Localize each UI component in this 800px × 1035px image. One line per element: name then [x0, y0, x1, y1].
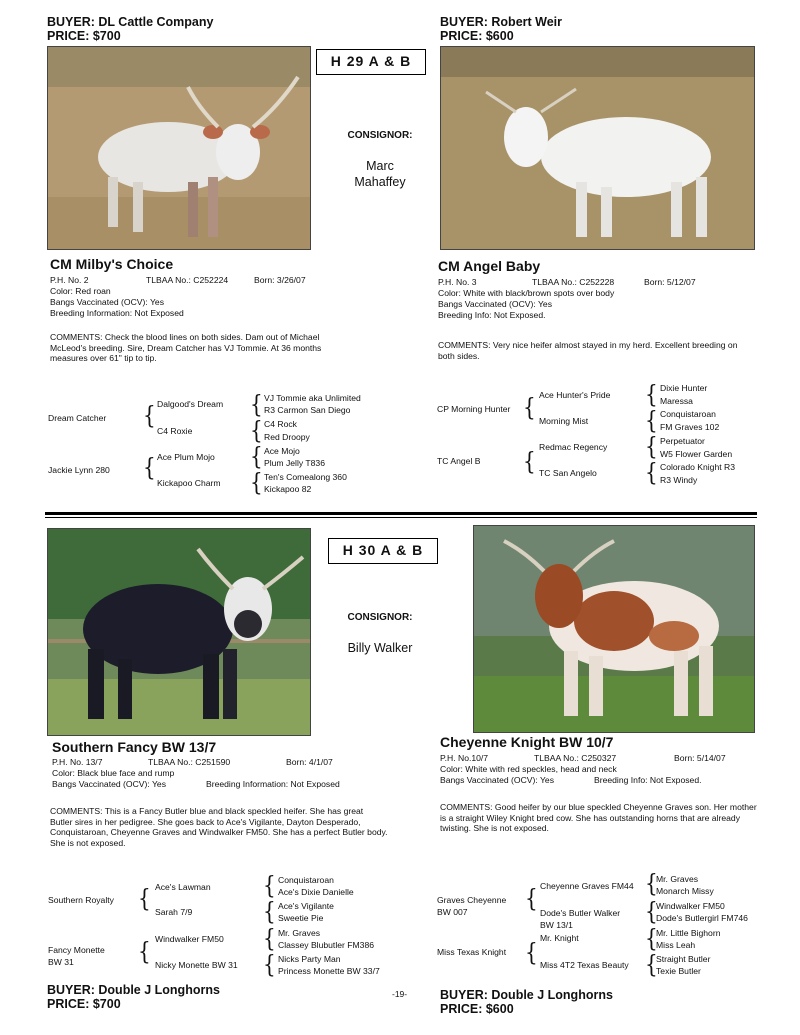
cow-photo-angel-baby [440, 46, 755, 250]
ped-sdd: Sweetie Pie [278, 913, 324, 923]
ped-dds: Straight Butler [656, 954, 711, 964]
consignor-name-line1: Billy Walker [347, 641, 413, 655]
section-divider-thin [45, 517, 757, 518]
brace: { [138, 936, 151, 966]
ped-sss: Conquistaroan [278, 875, 334, 885]
brace: { [525, 883, 538, 913]
ped-sds: Ace's Vigilante [278, 901, 334, 911]
bangs: Bangs Vaccinated (OCV): Yes [52, 779, 167, 789]
ped-sss: VJ Tommie aka Unlimited [264, 393, 361, 403]
ped-dss: Mr. Graves [278, 928, 321, 938]
ped-dd: Miss 4T2 Texas Beauty [540, 960, 629, 970]
tlbaa-number: TLBAA No.: C252224 [146, 275, 229, 285]
brace: { [645, 868, 658, 898]
animal-name-angel-baby: CM Angel Baby [438, 258, 541, 274]
color: Color: White with red speckles, head and neck [440, 764, 617, 774]
ped-dam: Miss Texas Knight [437, 947, 507, 957]
ph-number: P.H. No. 13/7 [52, 757, 103, 767]
ped-dds: Colorado Knight R3 [660, 462, 736, 472]
ped-dds: Ten's Comealong 360 [264, 472, 347, 482]
ped-dsd: Classey Blubutler FM386 [278, 940, 375, 950]
animal-name-cheyenne-knight: Cheyenne Knight BW 10/7 [440, 734, 614, 750]
ped-dss: Mr. Little Bighorn [656, 928, 721, 938]
ped-ds: Ace Plum Mojo [157, 452, 215, 462]
ped-sire-line1: Graves Cheyenne [437, 895, 507, 905]
ped-ssd: R3 Carmon San Diego [264, 405, 351, 415]
consignor-label: CONSIGNOR: [347, 612, 413, 623]
ped-ds: Mr. Knight [540, 933, 579, 943]
ped-ssd: Ace's Dixie Danielle [278, 887, 354, 897]
color: Color: White with black/brown spots over body [438, 288, 615, 298]
ped-dd: Nicky Monette BW 31 [155, 960, 238, 970]
ph-number: P.H. No. 3 [438, 277, 477, 287]
animal-name-southern-fancy: Southern Fancy BW 13/7 [52, 739, 217, 755]
ped-sss: Dixie Hunter [660, 383, 708, 393]
ped-dds: Nicks Party Man [278, 954, 341, 964]
ped-dsd: Miss Leah [656, 940, 696, 950]
ped-dss: Perpetuator [660, 436, 705, 446]
ped-ss: Ace Hunter's Pride [539, 390, 611, 400]
brace: { [645, 379, 658, 409]
animal-info-cheyenne-knight [440, 753, 760, 803]
born-date: Born: 4/1/07 [286, 757, 333, 767]
bottom-left-buyer: BUYER: Double J Longhorns [47, 983, 220, 997]
born-date: Born: 5/12/07 [644, 277, 696, 287]
brace: { [263, 949, 276, 979]
bottom-right-price: PRICE: $600 [440, 1002, 514, 1016]
animal-name-milbys-choice: CM Milby's Choice [50, 256, 174, 272]
comments-angel-baby: COMMENTS: Very nice heifer almost stayed in my herd. Excellent breeding on both sides. [438, 340, 738, 361]
bottom-right-buyer: BUYER: Double J Longhorns [440, 988, 613, 1002]
consignor-name-line2: Mahaffey [354, 175, 406, 189]
breeding-info: Breeding Information: Not Exposed [50, 308, 184, 318]
born-date: Born: 3/26/07 [254, 275, 306, 285]
brace: { [523, 446, 536, 476]
top-right-buyer: BUYER: Robert Weir [440, 15, 563, 29]
color: Color: Black blue face and rump [52, 768, 175, 778]
ped-dsd: Plum Jelly T836 [264, 458, 325, 468]
ped-ss: Ace's Lawman [155, 882, 211, 892]
ped-ss: Cheyenne Graves FM44 [540, 881, 634, 891]
brace: { [263, 896, 276, 926]
ped-sd: Sarah 7/9 [155, 907, 193, 917]
ped-sdd: FM Graves 102 [660, 422, 720, 432]
ped-sire: Southern Royalty [48, 895, 114, 905]
brace: { [645, 431, 658, 461]
ped-sd-line1: Dode's Butler Walker [540, 908, 621, 918]
brace: { [645, 405, 658, 435]
breeding-info: Breeding Information: Not Exposed [206, 779, 340, 789]
brace: { [250, 389, 263, 419]
ped-ss: Dalgood's Dream [157, 399, 224, 409]
ph-number: P.H. No. 2 [50, 275, 89, 285]
ped-ddd: Princess Monette BW 33/7 [278, 966, 380, 976]
ped-dam: TC Angel B [437, 456, 481, 466]
ped-dss: Ace Mojo [264, 446, 300, 456]
animal-info-southern-fancy [52, 757, 372, 807]
ped-ds: Windwalker FM50 [155, 934, 224, 944]
ped-sd: C4 Roxie [157, 426, 193, 436]
ped-dam: Jackie Lynn 280 [48, 465, 110, 475]
brace: { [523, 392, 536, 422]
ped-sds: Conquistaroan [660, 409, 716, 419]
top-left-price: PRICE: $700 [47, 29, 121, 43]
brace: { [645, 949, 658, 979]
bangs: Bangs Vaccinated (OCV): Yes [438, 299, 553, 309]
bangs: Bangs Vaccinated (OCV): Yes [440, 775, 555, 785]
brace: { [263, 870, 276, 900]
ped-dd: TC San Angelo [539, 468, 597, 478]
animal-info-milbys-choice [50, 275, 310, 325]
bottom-left-price: PRICE: $700 [47, 997, 121, 1011]
ped-sds: C4 Rock [264, 419, 297, 429]
ped-sdd: Red Droopy [264, 432, 310, 442]
top-right-price: PRICE: $600 [440, 29, 514, 43]
brace: { [143, 400, 156, 430]
ped-ddd: R3 Windy [660, 475, 698, 485]
brace: { [525, 937, 538, 967]
consignor-name-line1: Marc [366, 159, 394, 173]
ped-dd: Kickapoo Charm [157, 478, 221, 488]
born-date: Born: 5/14/07 [674, 753, 726, 763]
ped-sd: Morning Mist [539, 416, 589, 426]
brace: { [645, 923, 658, 953]
ped-ssd: Monarch Missy [656, 886, 714, 896]
brace: { [138, 883, 151, 913]
bangs: Bangs Vaccinated (OCV): Yes [50, 297, 165, 307]
brace: { [250, 467, 263, 497]
brace: { [263, 923, 276, 953]
ped-dsd: W5 Flower Garden [660, 449, 733, 459]
cow-photo-cheyenne-knight [473, 525, 755, 733]
comments-milbys-choice: COMMENTS: Check the blood lines on both sides. Dam out of Michael McLeod's breeding. Sire, Dream Catcher has VJ Tommie. At 36 months measures over 61" tip to tip. [50, 332, 322, 363]
ped-ssd: Maressa [660, 396, 693, 406]
brace: { [143, 452, 156, 482]
cow-photo-southern-fancy [47, 528, 311, 736]
ped-sdd: Dode's Butlergirl FM746 [656, 913, 748, 923]
consignor-label: CONSIGNOR: [347, 130, 413, 141]
ped-dam-line2: BW 31 [48, 957, 74, 967]
comments-southern-fancy: COMMENTS: This is a Fancy Butler blue and black speckled heifer. She has great Butler sires in her pedigree. She goes back to Ace's Vigilante, Dayton Desperado, Conquistaroan, Cheyenne Graves and Windwalker FM50. She has a perfect Butler body. She is not exposed. [50, 806, 388, 848]
ped-ddd: Kickapoo 82 [264, 484, 312, 494]
ped-dam-line1: Fancy Monette [48, 945, 105, 955]
tlbaa-number: TLBAA No.: C251590 [148, 757, 231, 767]
tlbaa-number: TLBAA No.: C250327 [534, 753, 617, 763]
brace: { [645, 896, 658, 926]
ped-sire: CP Morning Hunter [437, 404, 511, 414]
top-left-buyer: BUYER: DL Cattle Company [47, 15, 214, 29]
brace: { [250, 415, 263, 445]
ped-ddd: Texie Butler [656, 966, 701, 976]
color: Color: Red roan [50, 286, 111, 296]
cow-photo-milbys-choice [47, 46, 311, 250]
ph-number: P.H. No.10/7 [440, 753, 489, 763]
lot-number-h29: H 29 A & B [316, 49, 426, 75]
page-number: -19- [392, 989, 408, 999]
tlbaa-number: TLBAA No.: C252228 [532, 277, 615, 287]
ped-ds: Redmac Regency [539, 442, 608, 452]
breeding-info: Breeding Info: Not Exposed. [438, 310, 546, 320]
ped-sds: Windwalker FM50 [656, 901, 725, 911]
breeding-info: Breeding Info: Not Exposed. [594, 775, 702, 785]
ped-sire: Dream Catcher [48, 413, 107, 423]
lot-number-h30: H 30 A & B [328, 538, 438, 564]
ped-sd-line2: BW 13/1 [540, 920, 573, 930]
brace: { [250, 441, 263, 471]
animal-info-angel-baby [438, 277, 748, 327]
ped-sss: Mr. Graves [656, 874, 699, 884]
brace: { [645, 457, 658, 487]
section-divider [45, 512, 757, 515]
ped-sire-line2: BW 007 [437, 907, 468, 917]
comments-cheyenne-knight: COMMENTS: Good heifer by our blue speckled Cheyenne Graves son. Her mother is a straight Wiley Knight bred cow. She has outstanding horns that are already twisting. She is not exposed. [440, 802, 757, 833]
